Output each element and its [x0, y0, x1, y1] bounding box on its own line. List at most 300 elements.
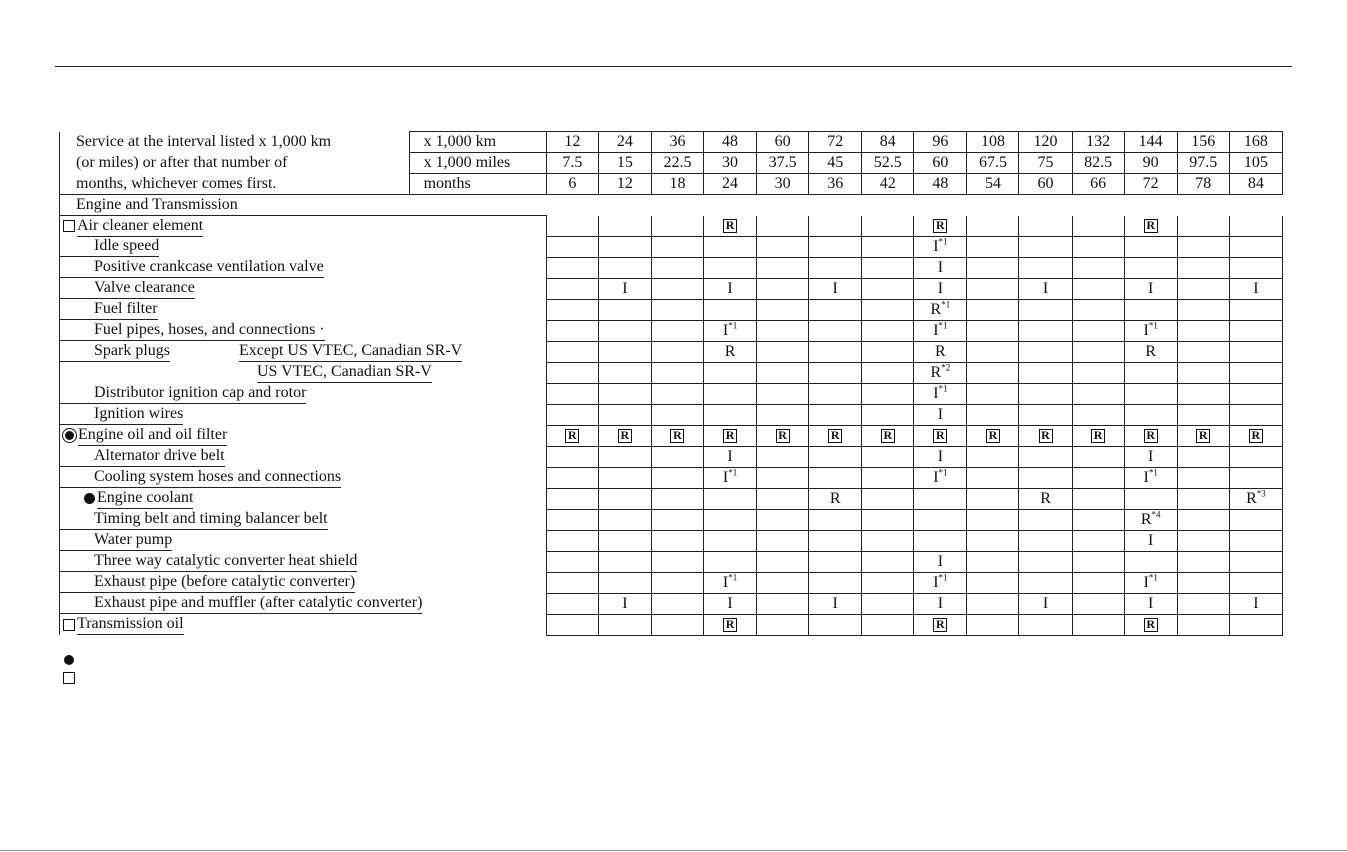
maintenance-schedule-table: [59, 131, 1283, 636]
service-mark: [704, 614, 757, 635]
service-mark: [862, 488, 914, 509]
item-cell: [60, 362, 547, 383]
interval-km: 96: [914, 132, 967, 153]
service-mark: [1019, 572, 1072, 593]
service-mark: [1229, 216, 1282, 237]
interval-months: 12: [598, 174, 651, 195]
service-mark: [651, 572, 703, 593]
service-mark: [546, 216, 598, 237]
mark-symbol: I: [1148, 279, 1154, 297]
item-label: Fuel filter: [60, 299, 158, 320]
schedule-row: [60, 341, 1283, 362]
service-mark: [914, 320, 967, 341]
mark-footnote: *4: [1151, 509, 1161, 520]
service-mark: [862, 446, 914, 467]
service-mark: [862, 383, 914, 404]
service-mark: [757, 362, 809, 383]
service-mark: [704, 299, 757, 320]
service-mark: [1019, 299, 1072, 320]
mark-footnote: *1: [728, 320, 738, 331]
service-mark: [651, 236, 703, 257]
mark-symbol: I: [832, 594, 838, 612]
service-mark: [1124, 299, 1177, 320]
service-mark: [704, 236, 757, 257]
service-mark: [809, 530, 862, 551]
service-mark: [862, 572, 914, 593]
mark-symbol: I: [1042, 279, 1049, 297]
mark-footnote: *1: [728, 572, 738, 583]
service-mark: [1124, 278, 1177, 299]
item-label: Water pump: [60, 530, 172, 551]
service-mark: [809, 362, 862, 383]
mark-symbol: R: [829, 489, 841, 507]
service-mark: [704, 551, 757, 572]
service-mark: [1019, 216, 1072, 237]
service-mark: [757, 404, 809, 425]
item-label: Positive crankcase ventilation valve: [60, 257, 324, 278]
header-label: Service at the interval listed x 1,000 km: [60, 132, 410, 153]
service-mark: [967, 530, 1019, 551]
item-cell: [60, 278, 547, 299]
item-label-wrap: [60, 321, 546, 341]
schedule-row: [60, 236, 1283, 257]
service-mark: [704, 425, 757, 446]
interval-miles: 60: [914, 153, 967, 174]
mark-symbol: R: [935, 342, 946, 360]
service-mark: [967, 341, 1019, 362]
service-mark: [546, 572, 598, 593]
item-label: Valve clearance: [60, 278, 195, 299]
mark-symbol: I: [1148, 447, 1154, 465]
service-mark: [914, 509, 967, 530]
service-mark: [862, 341, 914, 362]
interval-km: 156: [1177, 132, 1229, 153]
mark-symbol: I: [933, 573, 939, 591]
service-mark: [1124, 572, 1177, 593]
mark-symbol: I: [937, 258, 944, 276]
service-mark: [546, 530, 598, 551]
service-mark: [757, 551, 809, 572]
service-mark: [1177, 299, 1229, 320]
schedule-row: [60, 551, 1283, 572]
service-mark: [967, 299, 1019, 320]
mark-footnote: *1: [1148, 320, 1158, 331]
service-mark: [809, 278, 862, 299]
mark-symbol: R: [1196, 429, 1210, 443]
service-mark: [862, 425, 914, 446]
service-mark: [862, 551, 914, 572]
service-mark: [1124, 216, 1177, 237]
service-mark: [862, 404, 914, 425]
item-label: Transmission oil: [77, 614, 184, 635]
service-mark: [757, 488, 809, 509]
item-cell: [60, 530, 547, 551]
service-mark: [651, 425, 703, 446]
item-cell: [60, 572, 547, 593]
service-mark: [1072, 530, 1124, 551]
schedule-row: [60, 614, 1283, 635]
service-mark: [1124, 341, 1177, 362]
service-mark: [1229, 467, 1282, 488]
service-mark: [967, 257, 1019, 278]
service-mark: [862, 593, 914, 614]
service-mark: [1019, 614, 1072, 635]
mark-symbol: R: [565, 429, 579, 443]
item-label: Exhaust pipe (before catalytic converter): [60, 572, 355, 593]
bottom-rule: [0, 850, 1347, 851]
mark-symbol: R: [930, 300, 942, 318]
service-mark: [598, 404, 651, 425]
service-mark: [1229, 299, 1282, 320]
interval-km: 12: [546, 132, 598, 153]
service-mark: [757, 320, 809, 341]
service-mark: [1072, 236, 1124, 257]
service-mark: [1177, 236, 1229, 257]
mark-footnote: *1: [938, 383, 948, 394]
service-mark: [651, 593, 703, 614]
service-mark: [967, 278, 1019, 299]
service-mark: [651, 341, 703, 362]
service-mark: [1019, 383, 1072, 404]
item-label: Idle speed: [60, 236, 159, 257]
mark-symbol: R: [723, 429, 737, 443]
service-mark: [1124, 614, 1177, 635]
service-mark: [546, 320, 598, 341]
service-mark: [1072, 383, 1124, 404]
item-label-wrap: [60, 573, 546, 593]
service-mark: [546, 257, 598, 278]
service-mark: [862, 362, 914, 383]
service-mark: [1177, 362, 1229, 383]
service-mark: [546, 362, 598, 383]
interval-months: 42: [862, 174, 914, 195]
section-title: Engine and Transmission: [60, 195, 547, 216]
interval-miles: 37.5: [757, 153, 809, 174]
service-mark: [1177, 572, 1229, 593]
service-mark: [704, 216, 757, 237]
service-mark: [1124, 551, 1177, 572]
mark-symbol: I: [722, 573, 729, 591]
service-mark: [1229, 320, 1282, 341]
mark-footnote: *1: [1148, 572, 1158, 583]
mark-symbol: I: [1253, 279, 1259, 297]
service-mark: [1019, 257, 1072, 278]
mark-symbol: R: [828, 429, 842, 443]
service-mark: [862, 278, 914, 299]
service-mark: [546, 278, 598, 299]
service-mark: [1124, 404, 1177, 425]
service-mark: [967, 509, 1019, 530]
service-mark: [546, 509, 598, 530]
service-mark: [704, 446, 757, 467]
header-label: months, whichever comes first.: [60, 174, 410, 195]
service-mark: [651, 509, 703, 530]
mark-symbol: I: [937, 594, 944, 612]
service-mark: [862, 320, 914, 341]
service-mark: [809, 488, 862, 509]
schedule-row: [60, 257, 1283, 278]
item-cell: [60, 404, 547, 425]
service-mark: [809, 341, 862, 362]
service-mark: [914, 467, 967, 488]
mark-symbol: R: [1144, 618, 1158, 632]
interval-km: 48: [704, 132, 757, 153]
item-cell: [60, 216, 547, 237]
service-mark: [598, 593, 651, 614]
service-mark: [598, 299, 651, 320]
service-mark: [809, 299, 862, 320]
item-label: Engine coolant: [97, 488, 193, 509]
interval-miles: 82.5: [1072, 153, 1124, 174]
service-mark: [1124, 509, 1177, 530]
service-mark: [546, 446, 598, 467]
mark-symbol: I: [933, 321, 939, 339]
schedule-row: [60, 530, 1283, 551]
service-mark: [757, 467, 809, 488]
interval-km: 108: [967, 132, 1019, 153]
service-mark: [651, 278, 703, 299]
service-mark: [757, 236, 809, 257]
service-mark: [1072, 509, 1124, 530]
service-mark: [757, 278, 809, 299]
item-label: Spark plugs: [60, 341, 170, 362]
service-mark: [1072, 341, 1124, 362]
item-label-wrap: [60, 594, 546, 614]
header-unit: x 1,000 km: [409, 132, 546, 153]
service-mark: [967, 216, 1019, 237]
mark-footnote: *1: [728, 467, 738, 478]
service-mark: [914, 446, 967, 467]
interval-miles: 97.5: [1177, 153, 1229, 174]
service-mark: [967, 488, 1019, 509]
schedule-row: [60, 362, 1283, 383]
service-mark: [967, 551, 1019, 572]
service-mark: [1072, 216, 1124, 237]
service-mark: [1177, 467, 1229, 488]
item-label: Cooling system hoses and connections: [60, 467, 341, 488]
service-mark: [1019, 509, 1072, 530]
service-mark: [1019, 488, 1072, 509]
mark-footnote: *3: [1256, 488, 1266, 499]
legend-dot-icon: [64, 655, 74, 665]
item-label-wrap: [60, 615, 546, 635]
service-mark: [1019, 530, 1072, 551]
service-mark: [757, 257, 809, 278]
service-mark: [967, 362, 1019, 383]
mark-symbol: I: [722, 321, 729, 339]
service-mark: [651, 446, 703, 467]
service-mark: [1177, 530, 1229, 551]
interval-km: 168: [1229, 132, 1282, 153]
mark-symbol: I: [1143, 573, 1149, 591]
header-label: (or miles) or after that number of: [60, 153, 410, 174]
service-mark: [1229, 341, 1282, 362]
service-mark: [757, 216, 809, 237]
item-sublabel: US VTEC, Canadian SR-V: [257, 362, 432, 383]
mark-symbol: R: [724, 342, 736, 360]
service-mark: [1072, 404, 1124, 425]
item-cell: [60, 446, 547, 467]
mark-footnote: *1: [938, 236, 948, 247]
box-symbol-icon: [63, 619, 75, 631]
item-label-wrap: [60, 237, 546, 257]
item-label: Three way catalytic converter heat shield: [60, 551, 357, 572]
mark-footnote: *1: [941, 299, 951, 310]
service-mark: [914, 278, 967, 299]
service-mark: [651, 404, 703, 425]
mark-symbol: I: [622, 594, 628, 612]
service-mark: [1177, 446, 1229, 467]
service-mark: [1072, 572, 1124, 593]
mark-footnote: *1: [938, 467, 948, 478]
service-mark: [1019, 236, 1072, 257]
service-mark: [1072, 425, 1124, 446]
item-label-wrap: [60, 363, 546, 383]
item-label-wrap: [60, 216, 546, 236]
item-label: Distributor ignition cap and rotor: [60, 383, 306, 404]
service-mark: [967, 614, 1019, 635]
service-mark: [1124, 257, 1177, 278]
service-mark: [809, 404, 862, 425]
mark-symbol: I: [933, 468, 939, 486]
service-mark: [598, 446, 651, 467]
interval-miles: 15: [598, 153, 651, 174]
service-mark: [1177, 551, 1229, 572]
mark-symbol: R: [933, 618, 947, 632]
boxed-dot-symbol-icon: [65, 431, 74, 440]
interval-months: 72: [1124, 174, 1177, 195]
service-mark: [1177, 593, 1229, 614]
header-unit: x 1,000 miles: [409, 153, 546, 174]
item-label-wrap: [60, 342, 546, 362]
service-mark: [546, 593, 598, 614]
service-mark: [914, 383, 967, 404]
service-mark: [704, 404, 757, 425]
interval-months: 30: [757, 174, 809, 195]
schedule-row: [60, 320, 1283, 341]
mark-symbol: I: [937, 405, 944, 423]
service-mark: [1229, 572, 1282, 593]
service-mark: [809, 446, 862, 467]
service-mark: [1177, 383, 1229, 404]
service-mark: [1019, 593, 1072, 614]
service-mark: [1229, 236, 1282, 257]
service-mark: [757, 446, 809, 467]
interval-months: 18: [651, 174, 703, 195]
service-mark: [1072, 320, 1124, 341]
service-mark: [1124, 362, 1177, 383]
service-mark: [1072, 257, 1124, 278]
service-mark: [1019, 341, 1072, 362]
interval-miles: 90: [1124, 153, 1177, 174]
schedule-row: [60, 572, 1283, 593]
mark-footnote: *1: [938, 320, 948, 331]
interval-km: 72: [809, 132, 862, 153]
item-cell: [60, 236, 547, 257]
mark-symbol: R: [933, 219, 947, 233]
service-mark: [967, 467, 1019, 488]
item-cell: [60, 488, 547, 509]
interval-km: 36: [651, 132, 703, 153]
service-mark: [1124, 383, 1177, 404]
service-mark: [809, 257, 862, 278]
service-mark: [757, 383, 809, 404]
schedule-row: [60, 488, 1283, 509]
service-mark: [704, 278, 757, 299]
service-mark: [1177, 320, 1229, 341]
item-cell: [60, 299, 547, 320]
service-mark: [1019, 320, 1072, 341]
item-cell: [60, 320, 547, 341]
service-mark: [598, 257, 651, 278]
mark-symbol: I: [1143, 321, 1149, 339]
mark-symbol: R: [670, 429, 684, 443]
service-mark: [862, 257, 914, 278]
header-row-miles: [60, 153, 1283, 174]
mark-symbol: R: [618, 429, 632, 443]
service-mark: [757, 425, 809, 446]
service-mark: [598, 551, 651, 572]
interval-months: 54: [967, 174, 1019, 195]
mark-symbol: I: [622, 279, 628, 297]
service-mark: [1019, 425, 1072, 446]
mark-symbol: R: [1091, 429, 1105, 443]
service-mark: [914, 425, 967, 446]
mark-symbol: R: [1039, 429, 1053, 443]
legend-box-icon: [63, 672, 75, 684]
service-mark: [546, 383, 598, 404]
section-row: [60, 195, 1283, 216]
mark-symbol: R: [1040, 489, 1051, 507]
service-mark: [1177, 509, 1229, 530]
service-mark: [1124, 425, 1177, 446]
mark-symbol: R: [1144, 429, 1158, 443]
mark-symbol: R: [723, 219, 737, 233]
schedule-row: [60, 467, 1283, 488]
service-mark: [757, 509, 809, 530]
item-label: Ignition wires: [60, 404, 183, 425]
service-mark: [598, 614, 651, 635]
service-mark: [704, 362, 757, 383]
item-label-wrap: [60, 279, 546, 299]
item-label-wrap: [60, 384, 546, 404]
schedule-row: [60, 278, 1283, 299]
service-mark: [1229, 446, 1282, 467]
schedule-row: [60, 299, 1283, 320]
service-mark: [809, 216, 862, 237]
box-symbol-icon: [63, 220, 75, 232]
service-mark: [1124, 593, 1177, 614]
service-mark: [651, 362, 703, 383]
mark-symbol: R: [986, 429, 1000, 443]
schedule-row: [60, 446, 1283, 467]
item-cell: [60, 614, 547, 635]
service-mark: [1177, 341, 1229, 362]
mark-symbol: I: [937, 552, 944, 570]
service-mark: [1229, 488, 1282, 509]
service-mark: [862, 216, 914, 237]
service-mark: [757, 341, 809, 362]
interval-months: 78: [1177, 174, 1229, 195]
item-label-wrap: [60, 510, 546, 530]
interval-km: 60: [757, 132, 809, 153]
mark-symbol: I: [1042, 594, 1049, 612]
service-mark: [1124, 446, 1177, 467]
service-mark: [651, 551, 703, 572]
service-mark: [967, 320, 1019, 341]
service-mark: [546, 404, 598, 425]
service-mark: [1229, 257, 1282, 278]
